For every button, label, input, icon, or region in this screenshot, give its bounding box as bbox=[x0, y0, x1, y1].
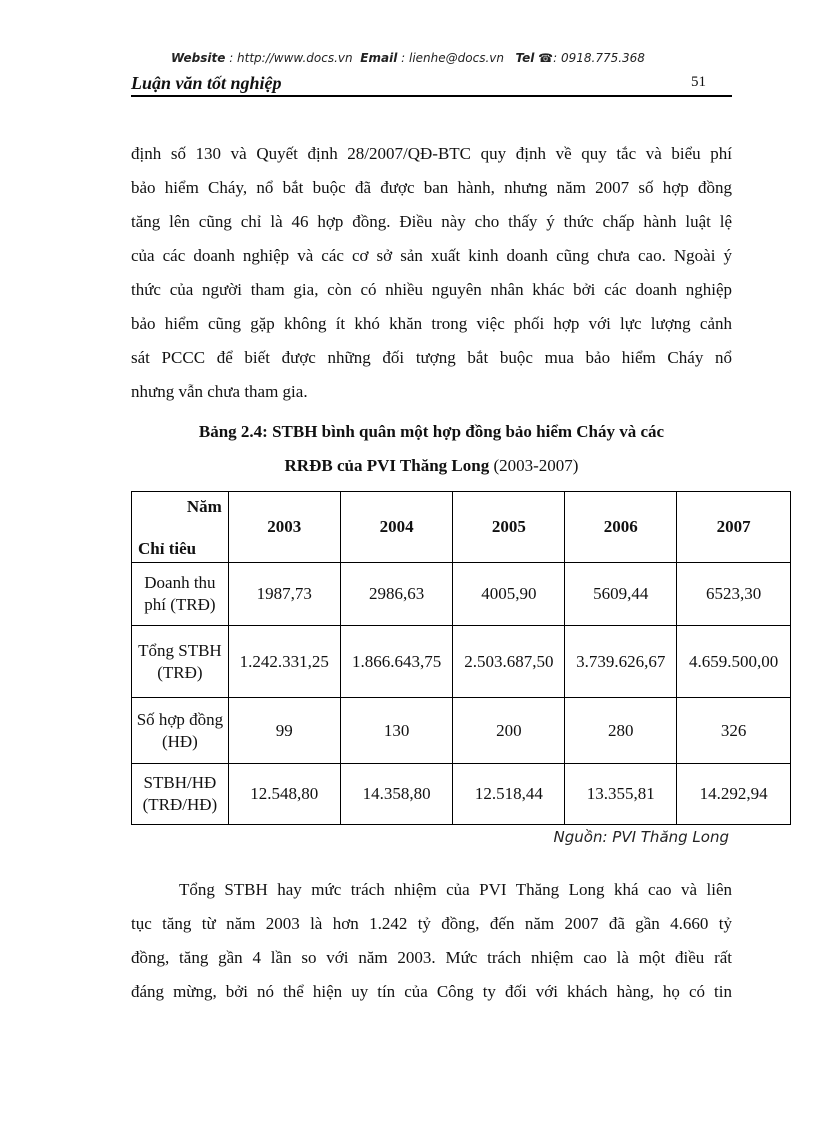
text-line: đáng mừng, bởi nó thể hiện uy tín của Công ty đối với khách hàng, họ có tin bbox=[131, 982, 732, 1001]
year-header: 2007 bbox=[677, 492, 791, 563]
table-caption-period: (2003-2007) bbox=[489, 456, 579, 475]
text-line: bảo hiểm cũng gặp không ít khó khăn trong việc phối hợp với lực lượng cảnh bbox=[131, 314, 732, 333]
text-line: sát PCCC để biết được những đối tượng bắt buộc mua bảo hiểm Cháy nổ bbox=[131, 348, 732, 367]
page-header bbox=[131, 71, 732, 97]
text-line: định số 130 và Quyết định 28/2007/QĐ-BTC quy định về quy tắc và biểu phí bbox=[131, 144, 732, 163]
year-header: 2003 bbox=[228, 492, 340, 563]
table-corner-cell bbox=[132, 492, 229, 563]
phone-icon: ☎ bbox=[538, 51, 554, 65]
row-label: Số hợp đồng (HĐ) bbox=[132, 698, 229, 764]
table-cell: 12.518,44 bbox=[453, 764, 565, 825]
document-title: Luận văn tốt nghiệp bbox=[131, 73, 282, 93]
table-cell: 1.866.643,75 bbox=[340, 626, 453, 698]
tel-value: : 0918.775.368 bbox=[553, 51, 645, 65]
text-line: nhưng vẫn chưa tham gia. bbox=[131, 382, 308, 401]
table-cell: 326 bbox=[677, 698, 791, 764]
text-line: của các doanh nghiệp và các cơ sở sản xuất kinh doanh cũng chưa cao. Ngoài ý bbox=[131, 246, 732, 265]
table-row bbox=[132, 563, 791, 626]
table-cell: 99 bbox=[228, 698, 340, 764]
email-value[interactable]: : lienhe@docs.vn bbox=[401, 51, 504, 65]
table-cell: 5609,44 bbox=[565, 563, 677, 626]
table-caption-line-2 bbox=[131, 456, 732, 476]
table-cell: 6523,30 bbox=[677, 563, 791, 626]
table-cell: 4005,90 bbox=[453, 563, 565, 626]
table-cell: 1.242.331,25 bbox=[228, 626, 340, 698]
corner-year-label: Năm bbox=[186, 497, 222, 516]
table-row bbox=[132, 698, 791, 764]
table-caption-line-1: Bảng 2.4: STBH bình quân một hợp đồng bảo hiểm Cháy và các bbox=[198, 422, 665, 441]
text-line: đồng, tăng gần 4 lần so với năm 2003. Mức trách nhiệm cao là một điều rất bbox=[131, 948, 732, 967]
table-cell: 1987,73 bbox=[228, 563, 340, 626]
text-line: tục tăng từ năm 2003 là hơn 1.242 tỷ đồng, đến năm 2007 đã gần 4.660 tỷ bbox=[131, 914, 732, 933]
table-cell: 2.503.687,50 bbox=[453, 626, 565, 698]
table-header-row bbox=[132, 492, 791, 563]
table-source-note: Nguồn: PVI Thăng Long bbox=[553, 828, 729, 846]
corner-indicator-label: Chỉ tiêu bbox=[138, 539, 197, 558]
paragraph-2 bbox=[131, 873, 732, 1009]
website-contact-line bbox=[0, 51, 816, 65]
table-cell: 130 bbox=[340, 698, 453, 764]
table-cell: 14.292,94 bbox=[677, 764, 791, 825]
text-line: Tổng STBH hay mức trách nhiệm của PVI Thăng Long khá cao và liên bbox=[179, 880, 732, 899]
paragraph-1 bbox=[131, 137, 732, 409]
table-row bbox=[132, 626, 791, 698]
table-cell: 2986,63 bbox=[340, 563, 453, 626]
row-label: Tổng STBH (TRĐ) bbox=[132, 626, 229, 698]
table-cell: 200 bbox=[453, 698, 565, 764]
email-label: Email bbox=[360, 51, 398, 65]
website-value[interactable]: : http://www.docs.vn bbox=[229, 51, 353, 65]
table-caption-company: RRĐB của PVI Thăng Long bbox=[284, 456, 490, 475]
table-cell: 14.358,80 bbox=[340, 764, 453, 825]
text-line: thức của người tham gia, còn có nhiều nguyên nhân khác bởi các doanh nghiệp bbox=[131, 280, 732, 299]
text-line: bảo hiểm Cháy, nổ bắt buộc đã được ban hành, nhưng năm 2007 số hợp đồng bbox=[131, 178, 732, 197]
table-cell: 12.548,80 bbox=[228, 764, 340, 825]
table-cell: 13.355,81 bbox=[565, 764, 677, 825]
website-label: Website bbox=[171, 51, 226, 65]
row-label: Doanh thu phí (TRĐ) bbox=[132, 563, 229, 626]
text-line: tăng lên cũng chỉ là 46 hợp đồng. Điều này cho thấy ý thức chấp hành luật lệ bbox=[131, 212, 732, 231]
year-header: 2005 bbox=[453, 492, 565, 563]
page-number: 51 bbox=[691, 74, 706, 90]
year-header: 2006 bbox=[565, 492, 677, 563]
table-cell: 3.739.626,67 bbox=[565, 626, 677, 698]
row-label: STBH/HĐ (TRĐ/HĐ) bbox=[132, 764, 229, 825]
tel-label: Tel bbox=[515, 51, 535, 65]
table-cell: 280 bbox=[565, 698, 677, 764]
table-cell: 4.659.500,00 bbox=[677, 626, 791, 698]
table-row bbox=[132, 764, 791, 825]
year-header: 2004 bbox=[340, 492, 453, 563]
statistics-table bbox=[131, 491, 791, 825]
